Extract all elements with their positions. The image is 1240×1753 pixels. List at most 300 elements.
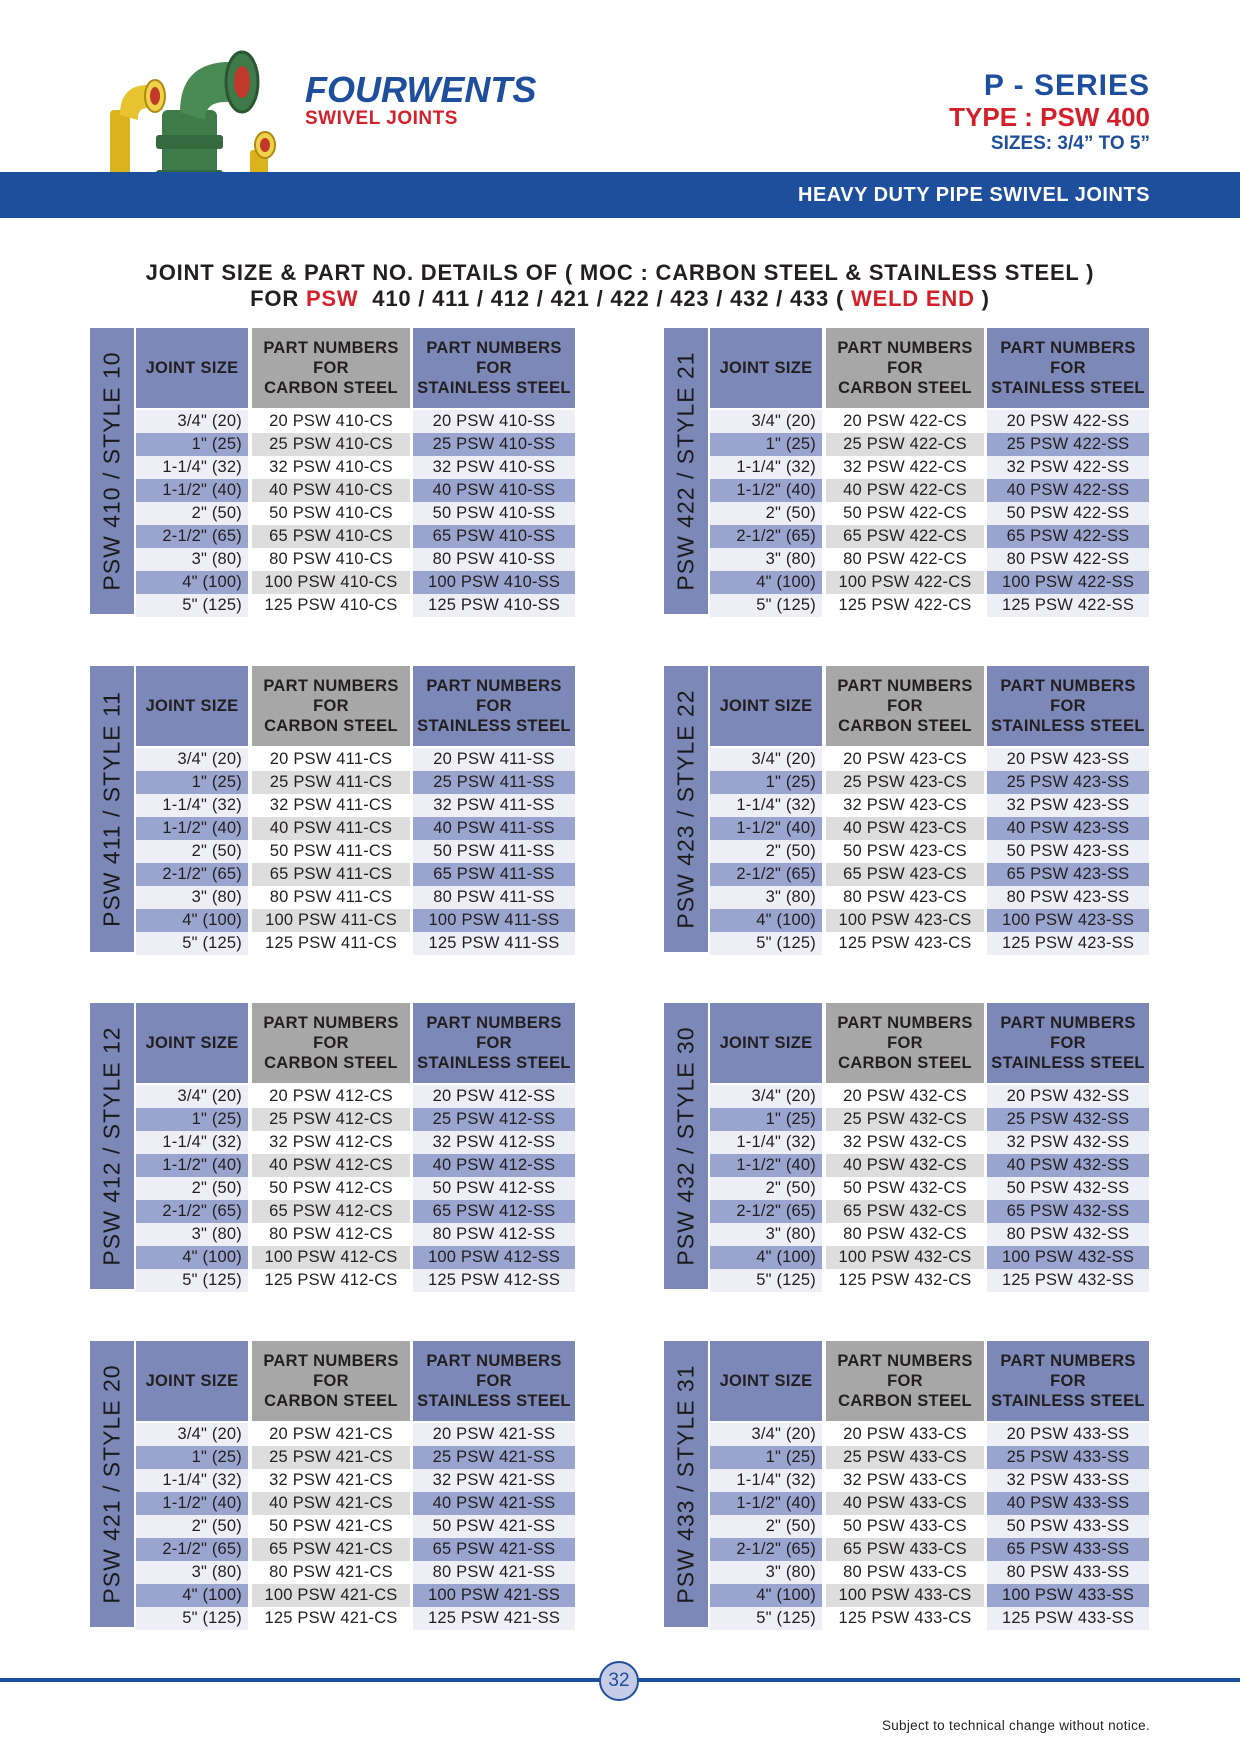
- cell-carbon-steel-part: 100 PSW 411-CS: [252, 909, 410, 932]
- cell-stainless-steel-part: 125 PSW 433-SS: [987, 1607, 1149, 1630]
- header-line: FOR: [887, 1034, 923, 1052]
- cell-joint-size: 2" (50): [710, 1515, 822, 1538]
- cell-joint-size: 2" (50): [136, 1177, 248, 1200]
- cell-joint-size: 2-1/2" (65): [710, 1538, 822, 1561]
- cell-carbon-steel-part: 32 PSW 410-CS: [252, 456, 410, 479]
- header-line: FOR: [313, 1372, 349, 1390]
- cell-carbon-steel-part: 100 PSW 410-CS: [252, 571, 410, 594]
- cell-joint-size: 1" (25): [136, 1108, 248, 1131]
- cell-carbon-steel-part: 100 PSW 432-CS: [826, 1246, 984, 1269]
- header-line: FOR: [476, 359, 512, 377]
- cell-stainless-steel-part: 50 PSW 422-SS: [987, 502, 1149, 525]
- cell-carbon-steel-part: 25 PSW 422-CS: [826, 433, 984, 456]
- cell-carbon-steel-part: 40 PSW 422-CS: [826, 479, 984, 502]
- table-row: [710, 1515, 1149, 1538]
- cell-carbon-steel-part: 25 PSW 432-CS: [826, 1108, 984, 1131]
- header-line: FOR: [313, 359, 349, 377]
- table-row: [710, 748, 1149, 771]
- cell-stainless-steel-part: 125 PSW 423-SS: [987, 932, 1149, 955]
- header-joint-size: JOINT SIZE: [710, 666, 822, 746]
- cell-stainless-steel-part: 40 PSW 422-SS: [987, 479, 1149, 502]
- cell-stainless-steel-part: 20 PSW 410-SS: [413, 410, 575, 433]
- cell-stainless-steel-part: 50 PSW 421-SS: [413, 1515, 575, 1538]
- header-stainless-steel: [987, 666, 1149, 746]
- style-label-band: [664, 1003, 708, 1289]
- table-body: [710, 1085, 1149, 1292]
- header-stainless-steel: [987, 1003, 1149, 1083]
- style-label-band: [90, 1341, 134, 1627]
- table-row: [136, 1492, 575, 1515]
- cell-joint-size: 2" (50): [710, 502, 822, 525]
- table-body: [136, 748, 575, 955]
- header-line: CARBON STEEL: [838, 379, 972, 397]
- cell-stainless-steel-part: 25 PSW 422-SS: [987, 433, 1149, 456]
- cell-joint-size: 1-1/4" (32): [136, 1131, 248, 1154]
- table-row: [710, 1561, 1149, 1584]
- style-label: PSW 433 / STYLE 31: [672, 1364, 699, 1604]
- cell-carbon-steel-part: 40 PSW 432-CS: [826, 1154, 984, 1177]
- cell-stainless-steel-part: 20 PSW 421-SS: [413, 1423, 575, 1446]
- header-line: PART NUMBERS: [263, 677, 399, 695]
- table-row: [710, 1177, 1149, 1200]
- cell-carbon-steel-part: 50 PSW 433-CS: [826, 1515, 984, 1538]
- cell-stainless-steel-part: 80 PSW 410-SS: [413, 548, 575, 571]
- cell-carbon-steel-part: 100 PSW 412-CS: [252, 1246, 410, 1269]
- header-joint-size: JOINT SIZE: [136, 328, 248, 408]
- header-line: STAINLESS STEEL: [417, 379, 571, 397]
- table-row: [710, 863, 1149, 886]
- cell-joint-size: 1" (25): [710, 1108, 822, 1131]
- table-row: [136, 594, 575, 617]
- cell-joint-size: 1" (25): [710, 433, 822, 456]
- cell-stainless-steel-part: 65 PSW 432-SS: [987, 1200, 1149, 1223]
- series-info: [949, 70, 1150, 156]
- table-row: [136, 1131, 575, 1154]
- table-row: [710, 1269, 1149, 1292]
- cell-joint-size: 3/4" (20): [710, 1085, 822, 1108]
- table-row: [710, 1223, 1149, 1246]
- table-row: [136, 1423, 575, 1446]
- table-row: [136, 932, 575, 955]
- header-line: PART NUMBERS: [263, 339, 399, 357]
- cell-stainless-steel-part: 32 PSW 422-SS: [987, 456, 1149, 479]
- table-row: [710, 1423, 1149, 1446]
- cell-stainless-steel-part: 40 PSW 423-SS: [987, 817, 1149, 840]
- cell-carbon-steel-part: 65 PSW 411-CS: [252, 863, 410, 886]
- cell-carbon-steel-part: 80 PSW 433-CS: [826, 1561, 984, 1584]
- table-row: [710, 909, 1149, 932]
- cell-joint-size: 4" (100): [136, 909, 248, 932]
- table-row: [136, 1561, 575, 1584]
- table-row: [710, 502, 1149, 525]
- cell-stainless-steel-part: 25 PSW 421-SS: [413, 1446, 575, 1469]
- table-row: [710, 571, 1149, 594]
- cell-joint-size: 4" (100): [136, 1246, 248, 1269]
- table-body: [136, 410, 575, 617]
- cell-carbon-steel-part: 32 PSW 421-CS: [252, 1469, 410, 1492]
- cell-carbon-steel-part: 125 PSW 433-CS: [826, 1607, 984, 1630]
- table-row: [136, 863, 575, 886]
- cell-stainless-steel-part: 25 PSW 410-SS: [413, 433, 575, 456]
- header-carbon-steel: [252, 666, 410, 746]
- table-row: [710, 456, 1149, 479]
- cell-stainless-steel-part: 125 PSW 412-SS: [413, 1269, 575, 1292]
- header-line: FOR: [1050, 1372, 1086, 1390]
- header-carbon-steel: [826, 328, 984, 408]
- cell-stainless-steel-part: 65 PSW 423-SS: [987, 863, 1149, 886]
- style-label: PSW 410 / STYLE 10: [98, 351, 125, 591]
- cell-joint-size: 1-1/4" (32): [136, 794, 248, 817]
- cell-carbon-steel-part: 100 PSW 422-CS: [826, 571, 984, 594]
- header-carbon-steel: [826, 1003, 984, 1083]
- cell-carbon-steel-part: 80 PSW 412-CS: [252, 1223, 410, 1246]
- cell-carbon-steel-part: 25 PSW 410-CS: [252, 433, 410, 456]
- cell-stainless-steel-part: 125 PSW 410-SS: [413, 594, 575, 617]
- header-joint-size: JOINT SIZE: [136, 666, 248, 746]
- table-row: [710, 525, 1149, 548]
- cell-joint-size: 1" (25): [136, 433, 248, 456]
- cell-carbon-steel-part: 125 PSW 422-CS: [826, 594, 984, 617]
- table-row: [136, 817, 575, 840]
- heading-for: FOR: [250, 286, 306, 311]
- cell-carbon-steel-part: 40 PSW 412-CS: [252, 1154, 410, 1177]
- series-sizes: SIZES: 3/4” TO 5”: [990, 133, 1150, 154]
- header-line: PART NUMBERS: [837, 1352, 973, 1370]
- table-row: [710, 479, 1149, 502]
- cell-stainless-steel-part: 20 PSW 433-SS: [987, 1423, 1149, 1446]
- cell-stainless-steel-part: 40 PSW 411-SS: [413, 817, 575, 840]
- cell-stainless-steel-part: 40 PSW 433-SS: [987, 1492, 1149, 1515]
- table-body: [710, 748, 1149, 955]
- part-table: [90, 328, 575, 614]
- cell-carbon-steel-part: 50 PSW 423-CS: [826, 840, 984, 863]
- heading-psw: PSW: [305, 286, 359, 311]
- table-row: [136, 1446, 575, 1469]
- table-row: [710, 594, 1149, 617]
- table-body: [710, 1423, 1149, 1630]
- cell-stainless-steel-part: 32 PSW 410-SS: [413, 456, 575, 479]
- header-line: PART NUMBERS: [426, 1014, 562, 1032]
- style-label: PSW 412 / STYLE 12: [98, 1026, 125, 1266]
- cell-stainless-steel-part: 40 PSW 432-SS: [987, 1154, 1149, 1177]
- cell-joint-size: 4" (100): [136, 571, 248, 594]
- cell-carbon-steel-part: 50 PSW 412-CS: [252, 1177, 410, 1200]
- table-body: [710, 410, 1149, 617]
- cell-carbon-steel-part: 80 PSW 411-CS: [252, 886, 410, 909]
- table-row: [136, 1246, 575, 1269]
- header-line: FOR: [476, 697, 512, 715]
- cell-carbon-steel-part: 100 PSW 433-CS: [826, 1584, 984, 1607]
- cell-joint-size: 2-1/2" (65): [710, 525, 822, 548]
- cell-stainless-steel-part: 32 PSW 412-SS: [413, 1131, 575, 1154]
- table-row: [136, 456, 575, 479]
- cell-joint-size: 1" (25): [710, 771, 822, 794]
- cell-carbon-steel-part: 125 PSW 410-CS: [252, 594, 410, 617]
- cell-carbon-steel-part: 40 PSW 433-CS: [826, 1492, 984, 1515]
- cell-joint-size: 3/4" (20): [710, 748, 822, 771]
- style-label: PSW 422 / STYLE 21: [672, 351, 699, 591]
- style-label: PSW 421 / STYLE 20: [98, 1364, 125, 1604]
- series-title: P - SERIES: [983, 69, 1150, 102]
- cell-joint-size: 2-1/2" (65): [710, 1200, 822, 1223]
- header-stainless-steel: [413, 1003, 575, 1083]
- table-row: [710, 1246, 1149, 1269]
- header-line: CARBON STEEL: [264, 379, 398, 397]
- cell-carbon-steel-part: 125 PSW 412-CS: [252, 1269, 410, 1292]
- style-label-band: [90, 1003, 134, 1289]
- header-line: CARBON STEEL: [264, 717, 398, 735]
- cell-stainless-steel-part: 100 PSW 410-SS: [413, 571, 575, 594]
- cell-carbon-steel-part: 25 PSW 423-CS: [826, 771, 984, 794]
- table-row: [710, 1108, 1149, 1131]
- cell-stainless-steel-part: 65 PSW 421-SS: [413, 1538, 575, 1561]
- cell-joint-size: 1-1/2" (40): [710, 1154, 822, 1177]
- table-row: [136, 571, 575, 594]
- cell-stainless-steel-part: 80 PSW 423-SS: [987, 886, 1149, 909]
- header-line: PART NUMBERS: [1000, 1352, 1136, 1370]
- header-line: CARBON STEEL: [838, 717, 972, 735]
- table-row: [136, 1108, 575, 1131]
- cell-carbon-steel-part: 25 PSW 412-CS: [252, 1108, 410, 1131]
- part-table: [90, 1341, 575, 1627]
- header-line: STAINLESS STEEL: [417, 717, 571, 735]
- header-line: FOR: [313, 697, 349, 715]
- part-table: [664, 328, 1149, 614]
- cell-stainless-steel-part: 125 PSW 422-SS: [987, 594, 1149, 617]
- header-line: STAINLESS STEEL: [991, 717, 1145, 735]
- part-table: [90, 666, 575, 952]
- table-row: [710, 886, 1149, 909]
- header-line: FOR: [887, 697, 923, 715]
- cell-joint-size: 4" (100): [710, 1584, 822, 1607]
- cell-joint-size: 1-1/4" (32): [710, 1469, 822, 1492]
- section-heading-line1: JOINT SIZE & PART NO. DETAILS OF ( MOC : CARBON STEEL & STAINLESS STEEL ): [145, 260, 1095, 285]
- table-row: [136, 525, 575, 548]
- style-label: PSW 432 / STYLE 30: [672, 1026, 699, 1266]
- cell-carbon-steel-part: 65 PSW 433-CS: [826, 1538, 984, 1561]
- header-joint-size: JOINT SIZE: [710, 1341, 822, 1421]
- header-carbon-steel: [826, 666, 984, 746]
- cell-joint-size: 1-1/2" (40): [136, 479, 248, 502]
- cell-carbon-steel-part: 50 PSW 411-CS: [252, 840, 410, 863]
- cell-joint-size: 2-1/2" (65): [136, 1538, 248, 1561]
- cell-carbon-steel-part: 32 PSW 423-CS: [826, 794, 984, 817]
- title-band: [0, 172, 1240, 218]
- cell-stainless-steel-part: 40 PSW 410-SS: [413, 479, 575, 502]
- cell-joint-size: 3/4" (20): [710, 1423, 822, 1446]
- cell-stainless-steel-part: 50 PSW 410-SS: [413, 502, 575, 525]
- cell-carbon-steel-part: 100 PSW 423-CS: [826, 909, 984, 932]
- cell-carbon-steel-part: 32 PSW 432-CS: [826, 1131, 984, 1154]
- table-row: [710, 1085, 1149, 1108]
- part-table: [90, 1003, 575, 1289]
- cell-stainless-steel-part: 25 PSW 411-SS: [413, 771, 575, 794]
- table-row: [136, 1269, 575, 1292]
- table-row: [136, 886, 575, 909]
- header-line: CARBON STEEL: [264, 1392, 398, 1410]
- cell-joint-size: 4" (100): [710, 571, 822, 594]
- table-row: [136, 1200, 575, 1223]
- header-line: FOR: [313, 1034, 349, 1052]
- cell-joint-size: 3/4" (20): [136, 1423, 248, 1446]
- band-title: HEAVY DUTY PIPE SWIVEL JOINTS: [798, 184, 1150, 206]
- cell-joint-size: 2" (50): [710, 1177, 822, 1200]
- header-line: PART NUMBERS: [263, 1014, 399, 1032]
- cell-carbon-steel-part: 80 PSW 432-CS: [826, 1223, 984, 1246]
- header-carbon-steel: [252, 328, 410, 408]
- header-carbon-steel: [252, 1003, 410, 1083]
- cell-stainless-steel-part: 32 PSW 411-SS: [413, 794, 575, 817]
- cell-stainless-steel-part: 32 PSW 432-SS: [987, 1131, 1149, 1154]
- cell-joint-size: 3/4" (20): [136, 748, 248, 771]
- cell-carbon-steel-part: 50 PSW 410-CS: [252, 502, 410, 525]
- cell-joint-size: 1-1/2" (40): [710, 1492, 822, 1515]
- brand-subtitle: SWIVEL JOINTS: [305, 108, 458, 129]
- cell-stainless-steel-part: 50 PSW 433-SS: [987, 1515, 1149, 1538]
- cell-joint-size: 3/4" (20): [136, 1085, 248, 1108]
- part-table: [664, 1341, 1149, 1627]
- style-label-band: [664, 666, 708, 952]
- cell-carbon-steel-part: 65 PSW 421-CS: [252, 1538, 410, 1561]
- cell-carbon-steel-part: 125 PSW 421-CS: [252, 1607, 410, 1630]
- header-line: FOR: [1050, 359, 1086, 377]
- table-row: [136, 502, 575, 525]
- table-row: [710, 1154, 1149, 1177]
- cell-carbon-steel-part: 20 PSW 421-CS: [252, 1423, 410, 1446]
- table-row: [136, 1223, 575, 1246]
- table-row: [136, 794, 575, 817]
- table-row: [136, 410, 575, 433]
- cell-stainless-steel-part: 32 PSW 433-SS: [987, 1469, 1149, 1492]
- cell-joint-size: 3" (80): [136, 1223, 248, 1246]
- part-table: [664, 1003, 1149, 1289]
- cell-joint-size: 2-1/2" (65): [136, 863, 248, 886]
- cell-stainless-steel-part: 80 PSW 412-SS: [413, 1223, 575, 1246]
- cell-joint-size: 4" (100): [710, 1246, 822, 1269]
- cell-joint-size: 1-1/2" (40): [710, 817, 822, 840]
- header-line: STAINLESS STEEL: [417, 1054, 571, 1072]
- header-line: PART NUMBERS: [263, 1352, 399, 1370]
- header-stainless-steel: [987, 1341, 1149, 1421]
- cell-joint-size: 1" (25): [710, 1446, 822, 1469]
- cell-joint-size: 1-1/4" (32): [136, 1469, 248, 1492]
- cell-joint-size: 1-1/4" (32): [710, 794, 822, 817]
- header-line: STAINLESS STEEL: [417, 1392, 571, 1410]
- cell-joint-size: 3" (80): [710, 548, 822, 571]
- cell-stainless-steel-part: 80 PSW 421-SS: [413, 1561, 575, 1584]
- table-row: [710, 1607, 1149, 1630]
- cell-joint-size: 2-1/2" (65): [710, 863, 822, 886]
- table-row: [136, 1085, 575, 1108]
- style-label: PSW 411 / STYLE 11: [98, 691, 125, 927]
- cell-carbon-steel-part: 50 PSW 432-CS: [826, 1177, 984, 1200]
- cell-stainless-steel-part: 32 PSW 421-SS: [413, 1469, 575, 1492]
- table-row: [136, 548, 575, 571]
- cell-carbon-steel-part: 65 PSW 423-CS: [826, 863, 984, 886]
- table-row: [710, 1446, 1149, 1469]
- table-row: [710, 1469, 1149, 1492]
- table-row: [136, 1515, 575, 1538]
- header-line: PART NUMBERS: [426, 677, 562, 695]
- header-stainless-steel: [413, 1341, 575, 1421]
- cell-carbon-steel-part: 20 PSW 422-CS: [826, 410, 984, 433]
- cell-carbon-steel-part: 20 PSW 433-CS: [826, 1423, 984, 1446]
- cell-stainless-steel-part: 20 PSW 432-SS: [987, 1085, 1149, 1108]
- cell-carbon-steel-part: 40 PSW 421-CS: [252, 1492, 410, 1515]
- cell-carbon-steel-part: 80 PSW 421-CS: [252, 1561, 410, 1584]
- brand-name: FOURWENTS: [305, 69, 537, 110]
- table-body: [136, 1423, 575, 1630]
- header-line: PART NUMBERS: [1000, 1014, 1136, 1032]
- cell-carbon-steel-part: 50 PSW 421-CS: [252, 1515, 410, 1538]
- series-type: TYPE : PSW 400: [949, 102, 1150, 132]
- header-line: FOR: [1050, 697, 1086, 715]
- cell-stainless-steel-part: 65 PSW 433-SS: [987, 1538, 1149, 1561]
- header-line: PART NUMBERS: [426, 339, 562, 357]
- header-stainless-steel: [987, 328, 1149, 408]
- cell-joint-size: 5" (125): [136, 1269, 248, 1292]
- cell-carbon-steel-part: 25 PSW 433-CS: [826, 1446, 984, 1469]
- table-row: [710, 1492, 1149, 1515]
- cell-stainless-steel-part: 20 PSW 412-SS: [413, 1085, 575, 1108]
- cell-joint-size: 5" (125): [710, 1269, 822, 1292]
- cell-joint-size: 3/4" (20): [710, 410, 822, 433]
- cell-stainless-steel-part: 125 PSW 411-SS: [413, 932, 575, 955]
- header-carbon-steel: [826, 1341, 984, 1421]
- cell-carbon-steel-part: 65 PSW 412-CS: [252, 1200, 410, 1223]
- style-label: PSW 423 / STYLE 22: [672, 689, 699, 929]
- header-line: PART NUMBERS: [1000, 677, 1136, 695]
- cell-stainless-steel-part: 50 PSW 432-SS: [987, 1177, 1149, 1200]
- cell-stainless-steel-part: 125 PSW 432-SS: [987, 1269, 1149, 1292]
- cell-joint-size: 2-1/2" (65): [136, 525, 248, 548]
- table-row: [710, 794, 1149, 817]
- cell-stainless-steel-part: 65 PSW 412-SS: [413, 1200, 575, 1223]
- table-row: [136, 840, 575, 863]
- page-number: 32: [599, 1661, 639, 1701]
- header-line: FOR: [887, 1372, 923, 1390]
- header-stainless-steel: [413, 666, 575, 746]
- cell-stainless-steel-part: 100 PSW 411-SS: [413, 909, 575, 932]
- cell-stainless-steel-part: 100 PSW 412-SS: [413, 1246, 575, 1269]
- header-stainless-steel: [413, 328, 575, 408]
- table-row: [710, 840, 1149, 863]
- cell-carbon-steel-part: 20 PSW 432-CS: [826, 1085, 984, 1108]
- heading-weld-end: WELD END: [851, 286, 975, 311]
- header-line: PART NUMBERS: [837, 339, 973, 357]
- cell-stainless-steel-part: 50 PSW 412-SS: [413, 1177, 575, 1200]
- table-row: [710, 410, 1149, 433]
- style-label-band: [664, 328, 708, 614]
- cell-carbon-steel-part: 32 PSW 433-CS: [826, 1469, 984, 1492]
- cell-stainless-steel-part: 40 PSW 412-SS: [413, 1154, 575, 1177]
- style-label-band: [664, 1341, 708, 1627]
- cell-stainless-steel-part: 80 PSW 411-SS: [413, 886, 575, 909]
- header-line: STAINLESS STEEL: [991, 1054, 1145, 1072]
- cell-carbon-steel-part: 20 PSW 411-CS: [252, 748, 410, 771]
- cell-carbon-steel-part: 32 PSW 411-CS: [252, 794, 410, 817]
- cell-joint-size: 3" (80): [710, 1561, 822, 1584]
- header-line: PART NUMBERS: [1000, 339, 1136, 357]
- table-row: [136, 479, 575, 502]
- cell-carbon-steel-part: 80 PSW 410-CS: [252, 548, 410, 571]
- cell-carbon-steel-part: 20 PSW 410-CS: [252, 410, 410, 433]
- cell-stainless-steel-part: 100 PSW 422-SS: [987, 571, 1149, 594]
- header-joint-size: JOINT SIZE: [710, 1003, 822, 1083]
- cell-joint-size: 3" (80): [136, 548, 248, 571]
- header-carbon-steel: [252, 1341, 410, 1421]
- table-row: [136, 1538, 575, 1561]
